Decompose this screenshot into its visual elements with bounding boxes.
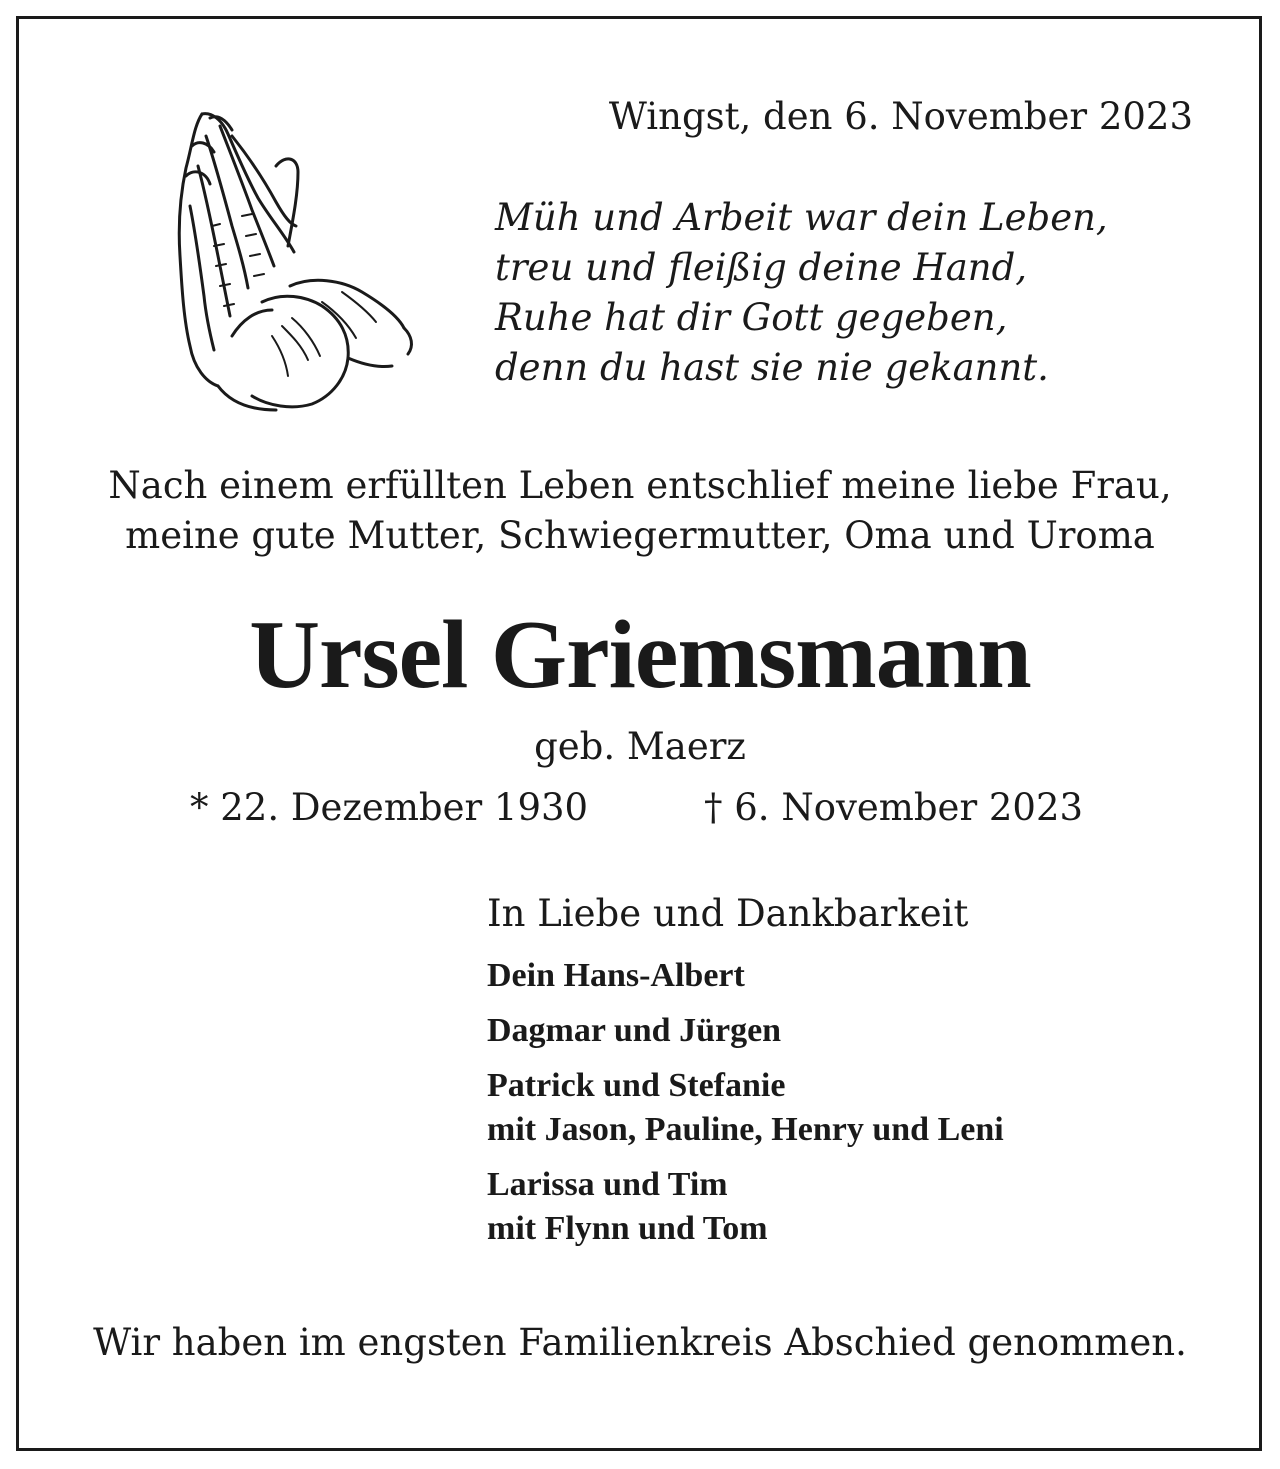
poem	[495, 193, 1108, 393]
family-line: mit Jason, Pauline, Henry und Leni	[487, 1111, 1004, 1148]
place-date: Wingst, den 6. November 2023	[608, 95, 1193, 138]
family-group	[487, 1163, 1004, 1251]
intro-text	[0, 461, 1280, 561]
family-group	[487, 1009, 1004, 1053]
closing-text: In Liebe und Dankbarkeit	[487, 892, 969, 935]
death-date: † 6. November 2023	[704, 786, 1084, 829]
family-line: Larissa und Tim	[487, 1166, 728, 1203]
family-line: Dein Hans-Albert	[487, 957, 745, 994]
birth-date: * 22. Dezember 1930	[190, 786, 589, 829]
poem-line: Ruhe hat dir Gott gegeben,	[495, 296, 1008, 339]
poem-line: Müh und Arbeit war dein Leben,	[495, 196, 1108, 239]
praying-hands-icon	[172, 106, 418, 412]
family-line: Patrick und Stefanie	[487, 1067, 786, 1104]
poem-line: denn du hast sie nie gekannt.	[495, 346, 1049, 389]
family-line: mit Flynn und Tom	[487, 1210, 768, 1247]
deceased-name: Ursel Griemsmann	[249, 601, 1031, 709]
farewell-text: Wir haben im engsten Familienkreis Abschied genommen.	[93, 1321, 1187, 1364]
intro-line: meine gute Mutter, Schwiegermutter, Oma und Uroma	[125, 514, 1155, 557]
poem-line: treu und fleißig deine Hand,	[495, 246, 1028, 289]
maiden-name: geb. Maerz	[534, 725, 746, 768]
family-line: Dagmar und Jürgen	[487, 1012, 782, 1049]
intro-line: Nach einem erfüllten Leben entschlief meine liebe Frau,	[108, 464, 1172, 507]
family-list	[487, 954, 1004, 1262]
family-group	[487, 1064, 1004, 1152]
family-group	[487, 954, 1004, 998]
